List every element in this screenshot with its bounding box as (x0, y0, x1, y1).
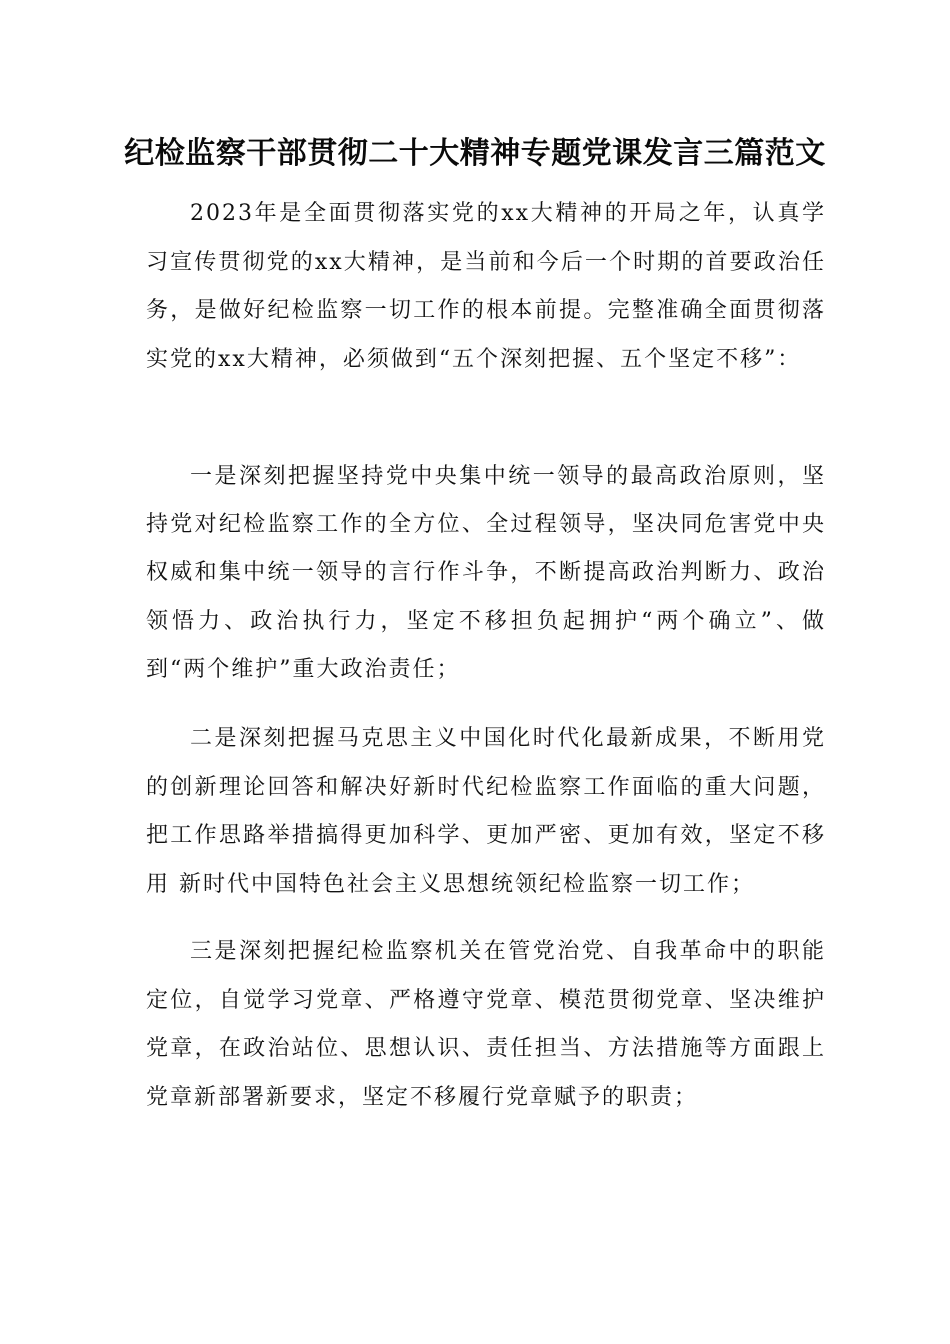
document-title: 纪检监察干部贯彻二十大精神专题党课发言三篇范文 (124, 136, 826, 171)
paragraph-point-one: 一是深刻把握坚持党中央集中统一领导的最高政治原则，坚持党对纪检监察工作的全方位、全过程领导，坚决同危害党中央权威和集中统一领导的言行作斗争，不断提高政治判断力、政治领悟力、政治执行力，坚定不移担负起拥护“两个确立”、做到“两个维护”重大政治责任； (146, 464, 826, 682)
paragraph-point-three: 三是深刻把握纪检监察机关在管党治党、自我革命中的职能定位，自觉学习党章、严格遵守党章、模范贯彻党章、坚决维护党章，在政治站位、思想认识、责任担当、方法措施等方面跟上党章新部署新要求，坚定不移履行党章赋予的职责； (146, 939, 826, 1110)
paragraph-intro: 2023年是全面贯彻落实党的xx大精神的开局之年，认真学习宣传贯彻党的xx大精神，是当前和今后一个时期的首要政治任务，是做好纪检监察一切工作的根本前提。完整准确全面贯彻落实党的xx大精神，必须做到“五个深刻把握、五个坚定不移”： (146, 201, 826, 372)
paragraph-point-two: 二是深刻把握马克思主义中国化时代化最新成果，不断用党的创新理论回答和解决好新时代纪检监察工作面临的重大问题，把工作思路举措搞得更加科学、更加严密、更加有效，坚定不移用 新时代中国特色社会主义思想统领纪检监察一切工作； (146, 726, 826, 897)
